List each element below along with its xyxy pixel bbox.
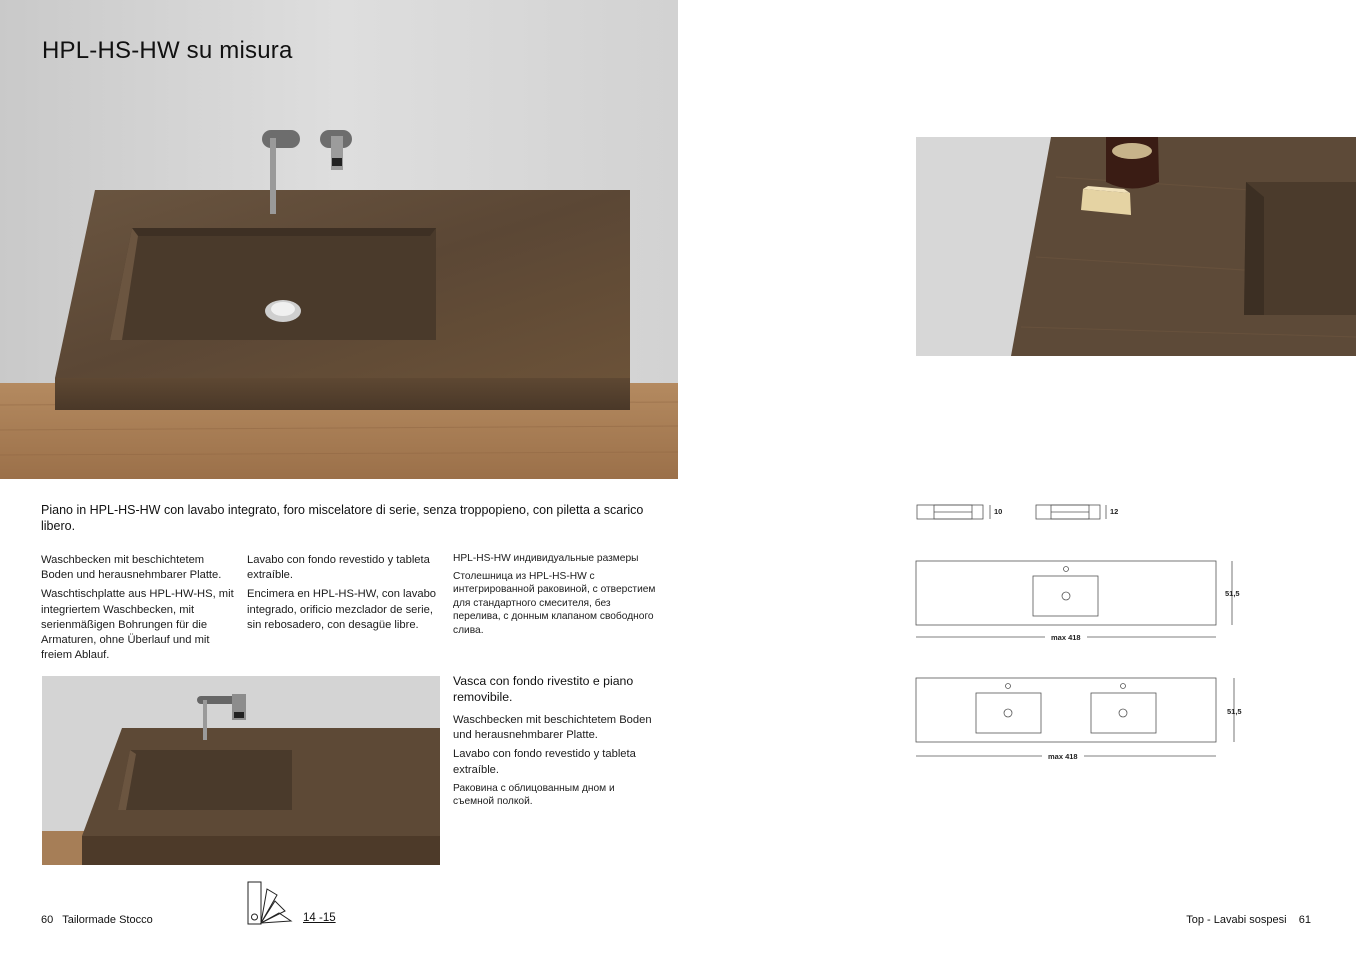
es-paragraph-1: Lavabo con fondo revestido y tableta extraíble. [247,554,430,582]
footer-section-left: Tailormade Stocco [62,914,153,926]
description-column-ru [453,552,658,642]
footer-right [1186,914,1311,926]
plan-single-basin [916,561,1232,637]
second-paragraph-ru: Раковина с облицованным дном и съемной полкой. [453,782,615,808]
finish-sample-icon [247,881,293,925]
depth-2-label: 51,5 [1227,707,1242,716]
intro-description-it: Piano in HPL-HS-HW con lavabo integrato, foro miscelatore di serie, senza troppopieno, con piletta a scarico libero. [41,503,644,533]
footer-section-right: Top - Lavabi sospesi [1186,914,1287,926]
width-1-label: max 418 [1051,633,1081,642]
description-column-es [247,553,443,637]
ru-paragraph-2: Столешница из HPL-HS-HW с интегрированной раковиной, с отверстием для стандартного смесителя, без перелива, с донным клапаном свободного слива. [453,570,656,636]
thickness-b-label: 12 [1110,507,1119,516]
plan-double-basin [916,678,1234,756]
thickness-a-label: 10 [994,507,1003,516]
secondary-photo-sink [42,676,440,865]
second-paragraph-es: Lavabo con fondo revestido y tableta extraíble. [453,748,636,776]
detail-photo-countertop [916,137,1356,356]
es-paragraph-2: Encimera en HPL-HS-HW, con lavabo integrado, orificio mezclador de serie, sin rebosadero, con desagüe libre. [247,588,437,631]
ru-paragraph-1: HPL-HS-HW индивидуальные размеры [453,553,639,564]
reference-pages-link[interactable]: 14 -15 [303,912,336,924]
de-paragraph-2: Waschtischplatte aus HPL-HW-HS, mit integriertem Waschbecken, mit serienmäßigen Bohrungen für die Armaturen, ohne Überlauf und mit freiem Ablauf. [41,588,234,662]
depth-1-label: 51,5 [1225,589,1240,598]
page-title: HPL-HS-HW su misura [42,37,293,64]
page-number-left: 60 [41,914,54,926]
page-number-right: 61 [1298,914,1311,926]
technical-drawings [910,500,1242,770]
second-heading-it: Vasca con fondo rivestito e piano removibile. [453,674,634,704]
second-description [453,674,658,813]
de-paragraph-1: Waschbecken mit beschichtetem Boden und herausnehmbarer Platte. [41,554,222,582]
second-paragraph-de: Waschbecken mit beschichtetem Boden und herausnehmbarer Platte. [453,714,652,742]
hero-photo-sink [0,0,678,479]
profile-thickness-a [917,505,990,519]
footer-left [41,914,153,926]
description-column-de [41,553,237,667]
profile-thickness-b [1036,505,1106,519]
width-2-label: max 418 [1048,752,1078,761]
